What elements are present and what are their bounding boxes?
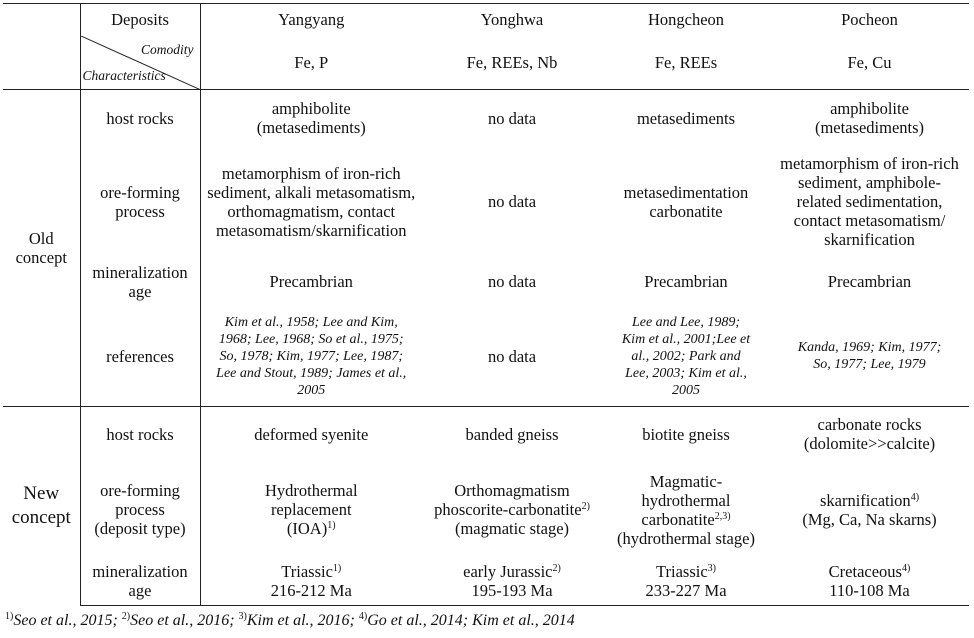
header-deposit-pocheon: Pocheon: [770, 4, 969, 36]
cell-line: sediment, amphibole-: [798, 173, 941, 192]
footnote-marker: 4): [358, 611, 368, 622]
cell-line: hydrothermal: [641, 490, 731, 510]
old-ore-forming-pocheon: [770, 147, 969, 257]
old-age-yonghwa: no data: [487, 272, 537, 291]
reference-marker: 2): [581, 501, 590, 512]
cell-line: So, 1978; Kim, 1977; Lee, 1987;: [219, 348, 404, 364]
deposit-comparison-table: [3, 3, 969, 606]
cell-line: (deposit type): [94, 519, 186, 538]
new-age-yangyang: [200, 558, 422, 606]
age-period: early Jurassic: [463, 562, 553, 582]
reference-marker: 2,3): [714, 510, 731, 522]
cell-line: orthomagmatism, contact: [227, 201, 396, 221]
characteristics-label: Characteristics: [82, 68, 166, 83]
footnote-citation: Go et al., 2014; Kim et al., 2014: [367, 612, 575, 629]
cell-line: Lee and Stout, 1989; James et al.,: [216, 365, 407, 381]
new-host-rocks-yangyang: [200, 407, 422, 462]
commodity-hongcheon: Fe, REEs: [602, 36, 770, 90]
cell-line: (magmatic stage): [454, 519, 570, 538]
footnote-marker: 3): [238, 611, 247, 622]
header-deposit-yonghwa: Yonghwa: [422, 4, 602, 36]
reference-marker: 1): [332, 563, 342, 575]
header-deposit-hongcheon: Hongcheon: [602, 4, 770, 36]
cell-line: al., 2002; Park and: [631, 348, 741, 364]
cell-line: replacement: [270, 500, 352, 519]
age-range: 110-108 Ma: [829, 581, 910, 601]
old-references-yangyang: [200, 307, 422, 407]
old-host-rocks-yangyang: [200, 90, 422, 147]
row-label-new-mineralization-age: [80, 558, 200, 606]
cell-line: 1968; Lee, 1968; So et al., 1975;: [218, 331, 404, 347]
old-host-rocks-yonghwa: [422, 90, 602, 147]
cell-line: biotite gneiss: [642, 424, 730, 444]
commodity-yangyang: Fe, P: [200, 36, 422, 90]
new-age-hongcheon: [602, 558, 770, 606]
old-age-pocheon: Precambrian: [827, 272, 912, 291]
reference-marker: 3): [707, 563, 716, 575]
old-ore-forming-hongcheon: [602, 147, 770, 257]
old-host-rocks-pocheon: [770, 90, 969, 147]
row-label-references: references: [80, 307, 200, 407]
cell-line: no data: [487, 108, 537, 128]
cell-line: metamorphism of iron-rich: [780, 154, 959, 173]
row-label-new-ore-forming: [80, 462, 200, 558]
new-host-rocks-pocheon: [770, 407, 969, 462]
row-label-new-host-rocks: host rocks: [80, 407, 200, 462]
cell-line: (Mg, Ca, Na skarns): [802, 509, 937, 529]
cell-line: related sedimentation,: [796, 192, 943, 211]
cell-line: mineralization: [92, 562, 188, 582]
cell-line: ore-forming: [100, 481, 180, 500]
cell-line: phoscorite-carbonatite: [434, 500, 582, 519]
cell-line: Kanda, 1969; Kim, 1977;: [797, 340, 942, 356]
old-age-yangyang: Precambrian: [269, 272, 353, 291]
cell-line: deformed syenite: [254, 424, 369, 444]
new-ore-forming-pocheon: [770, 462, 969, 558]
age-period: Triassic: [656, 562, 708, 582]
cell-line: Hydrothermal: [264, 481, 358, 500]
age-range: 216-212 Ma: [270, 581, 352, 601]
cell-line: metasediments: [636, 108, 736, 128]
cell-line: Lee, 2003; Kim et al.,: [625, 365, 747, 381]
footnote: [5, 612, 575, 630]
reference-marker: 4): [901, 563, 911, 575]
cell-line: process: [115, 201, 165, 221]
footnote-citation: Seo et al., 2016;: [130, 612, 239, 629]
cell-line: Orthomagmatism: [454, 481, 570, 500]
row-label-host-rocks: host rocks: [80, 90, 200, 147]
cell-line: (metasediments): [256, 118, 366, 138]
footnote-marker: 1): [5, 611, 14, 622]
cell-line: (IOA): [286, 519, 328, 538]
cell-line: metasedimentation: [623, 182, 749, 202]
age-range: 195-193 Ma: [471, 581, 553, 601]
commodity-pocheon: Fe, Cu: [770, 36, 969, 90]
new-host-rocks-hongcheon: [602, 407, 770, 462]
cell-line: amphibolite: [271, 99, 351, 119]
old-ore-forming-yangyang: [200, 147, 422, 257]
cell-line: banded gneiss: [465, 424, 559, 444]
new-ore-forming-yangyang: [200, 462, 422, 558]
age-period: Cretaceous: [828, 562, 902, 582]
age-range: 233-227 Ma: [645, 581, 727, 601]
old-host-rocks-hongcheon: [602, 90, 770, 147]
old-references-pocheon: [770, 307, 969, 407]
new-ore-forming-yonghwa: [422, 462, 602, 558]
row-label-mineralization-age: [80, 257, 200, 307]
cell-line: age: [128, 581, 152, 601]
cell-line: process: [115, 500, 165, 519]
old-concept-label: Old concept: [3, 90, 80, 407]
header-deposits: Deposits: [80, 4, 200, 36]
cell-line: age: [128, 281, 152, 301]
cell-line: (hydrothermal stage): [617, 528, 755, 548]
cell-line: carbonatite: [649, 201, 723, 221]
cell-line: 2005: [672, 382, 700, 398]
header-deposit-yangyang: Yangyang: [200, 4, 422, 36]
old-references-yonghwa: [422, 307, 602, 407]
cell-line: Kim et al., 1958; Lee and Kim,: [224, 314, 398, 330]
cell-line: contact metasomatism/: [793, 211, 946, 230]
header-diagonal-cell: [80, 36, 200, 90]
age-period: Triassic: [281, 562, 333, 582]
old-references-hongcheon: [602, 307, 770, 407]
old-ore-forming-yonghwa: [422, 147, 602, 257]
row-label-ore-forming: [80, 147, 200, 257]
cell-line: metamorphism of iron-rich: [221, 163, 401, 183]
reference-marker: 4): [910, 491, 920, 503]
cell-line: ore-forming: [100, 182, 180, 202]
cell-line: (dolomite>>calcite): [803, 434, 936, 454]
cell-line: skarnification: [819, 490, 911, 510]
reference-marker: 1): [327, 520, 336, 531]
cell-line: skarnification: [824, 230, 915, 249]
cell-line: (metasediments): [814, 118, 925, 138]
cell-line: sediment, alkali metasomatism,: [207, 182, 416, 202]
cell-line: 2005: [297, 382, 326, 398]
new-ore-forming-hongcheon: [602, 462, 770, 558]
cell-line: amphibolite: [830, 99, 909, 119]
footnote-marker: 2): [121, 611, 131, 622]
cell-line: mineralization: [92, 262, 188, 282]
cell-line: Kim et al., 2001;Lee et: [621, 331, 751, 347]
cell-line: no data: [487, 192, 537, 211]
new-age-pocheon: [770, 558, 969, 606]
footnote-citation: Kim et al., 2016;: [246, 612, 359, 629]
footnote-citation: Seo et al., 2015;: [13, 612, 122, 629]
commodity-yonghwa: Fe, REEs, Nb: [422, 36, 602, 90]
cell-line: carbonate rocks: [817, 415, 922, 435]
reference-marker: 2): [552, 563, 561, 575]
new-concept-label: New concept: [3, 407, 80, 606]
commodity-label: Comodity: [141, 41, 194, 57]
cell-line: no data: [487, 346, 537, 366]
cell-line: So, 1977; Lee, 1979: [813, 357, 926, 373]
cell-line: carbonatite: [641, 509, 715, 529]
cell-line: Lee and Lee, 1989;: [631, 314, 741, 330]
new-host-rocks-yonghwa: [422, 407, 602, 462]
cell-line: Magmatic-: [649, 471, 723, 491]
new-age-yonghwa: [422, 558, 602, 606]
cell-line: metasomatism/skarnification: [215, 220, 407, 240]
old-age-hongcheon: Precambrian: [644, 272, 728, 291]
